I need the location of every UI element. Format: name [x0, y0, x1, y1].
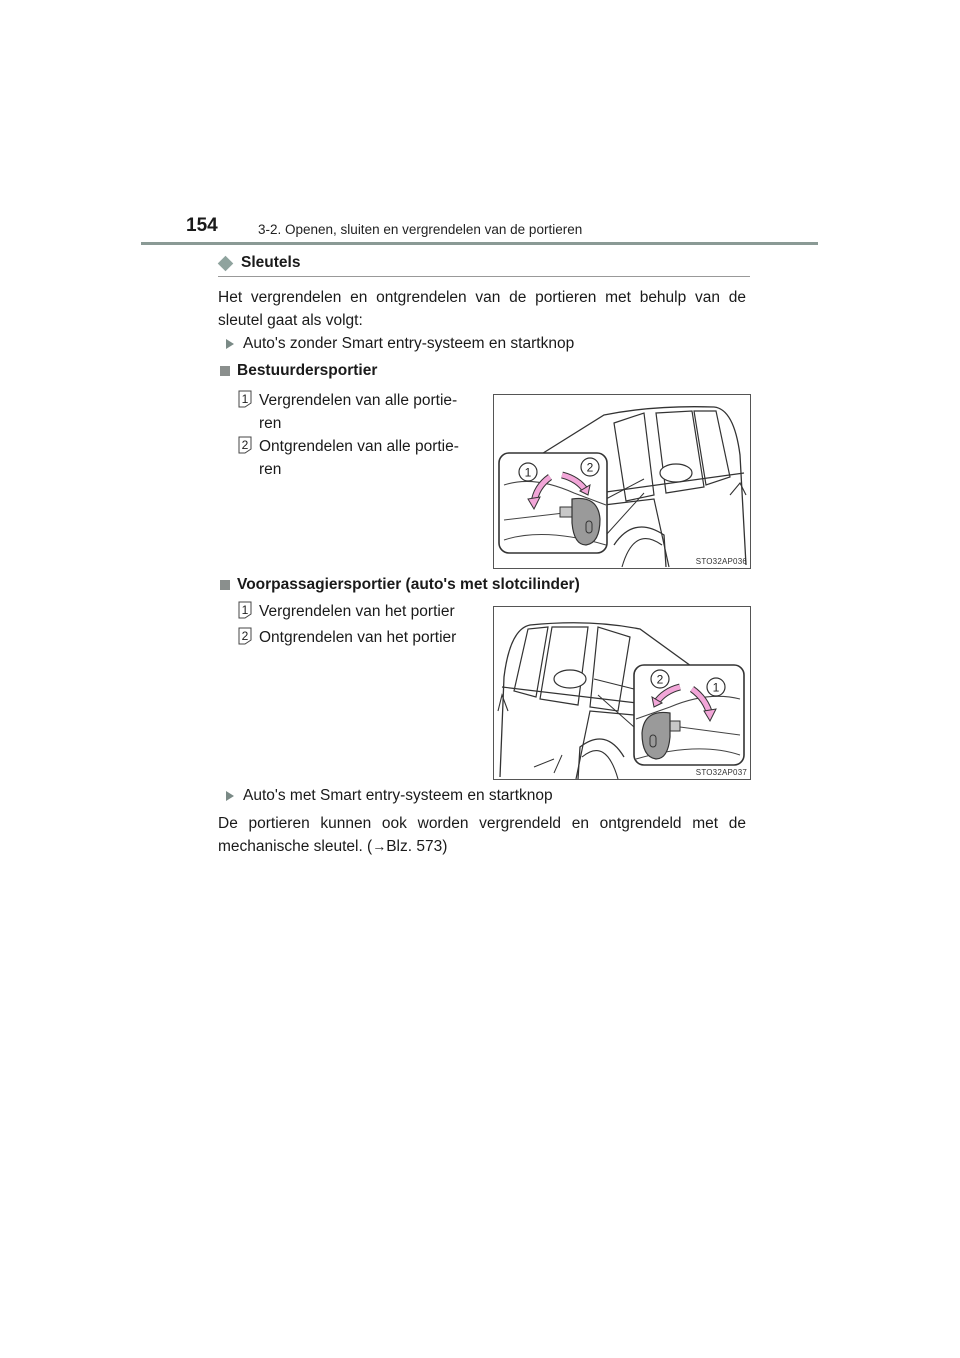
callout-1: 1	[712, 680, 720, 695]
figure-code: STO32AP037	[695, 768, 747, 777]
section-heading-text: Sleutels	[241, 254, 301, 271]
svg-text:1: 1	[241, 603, 249, 617]
passenger-item-1-text: Vergrendelen van het portier	[259, 603, 455, 620]
car-door-illustration	[494, 607, 750, 779]
passenger-item-1	[237, 600, 469, 623]
driver-item-2	[237, 435, 469, 481]
square-bullet-icon	[220, 366, 230, 376]
bullet-text: Auto's zonder Smart entry-systeem en startknop	[243, 335, 575, 352]
driver-item-1-text: Vergrendelen van alle portie- ren	[259, 392, 458, 432]
chapter-title: 3-2. Openen, sluiten en vergrendelen van de portieren	[258, 222, 583, 237]
passenger-item-2	[237, 626, 469, 649]
square-bullet-icon	[220, 580, 230, 590]
page-reference-link[interactable]: Blz. 573	[386, 838, 443, 855]
svg-text:2: 2	[241, 438, 249, 452]
diamond-icon	[218, 255, 234, 271]
figure-passenger-door-key	[493, 606, 751, 780]
header-divider	[141, 242, 818, 245]
passenger-door-heading-text: Voorpassagiersportier (auto's met slotcilinder)	[237, 576, 580, 593]
figure-code: STO32AP036	[695, 557, 747, 566]
paragraph-text: De portieren kunnen ook worden vergrendeld en ontgrendeld met de mechanische sleutel. (	[218, 815, 746, 855]
callout-1: 1	[524, 465, 532, 480]
bullet-without-smart-entry	[218, 335, 574, 353]
car-door-illustration	[494, 395, 750, 568]
figure-driver-door-key	[493, 394, 751, 569]
bullet-with-smart-entry	[218, 787, 553, 805]
section-divider	[218, 276, 750, 277]
arrow-right-icon: →	[372, 838, 387, 854]
driver-item-2-text: Ontgrendelen van alle portie- ren	[259, 438, 459, 478]
triangle-bullet-icon	[226, 791, 234, 801]
section-heading	[218, 254, 300, 272]
page-number: 154	[186, 215, 218, 236]
number-1-icon	[237, 601, 253, 619]
svg-text:2: 2	[241, 629, 249, 643]
triangle-bullet-icon	[226, 339, 234, 349]
paragraph-text-end: )	[442, 838, 448, 855]
driver-door-heading	[218, 362, 377, 380]
bullet-text: Auto's met Smart entry-systeem en startknop	[243, 787, 553, 804]
driver-door-heading-text: Bestuurdersportier	[237, 362, 378, 379]
callout-2: 2	[586, 460, 594, 475]
number-1-icon	[237, 390, 253, 408]
passenger-door-heading	[218, 576, 580, 594]
callout-2: 2	[656, 672, 664, 687]
passenger-item-2-text: Ontgrendelen van het portier	[259, 629, 457, 646]
intro-paragraph: Het vergrendelen en ontgrendelen van de portieren met behulp van de sleutel gaat als volgt:	[218, 289, 746, 329]
number-2-icon	[237, 627, 253, 645]
mechanical-key-paragraph	[218, 812, 746, 858]
number-2-icon	[237, 436, 253, 454]
driver-item-1	[237, 389, 469, 435]
svg-text:1: 1	[241, 392, 249, 406]
